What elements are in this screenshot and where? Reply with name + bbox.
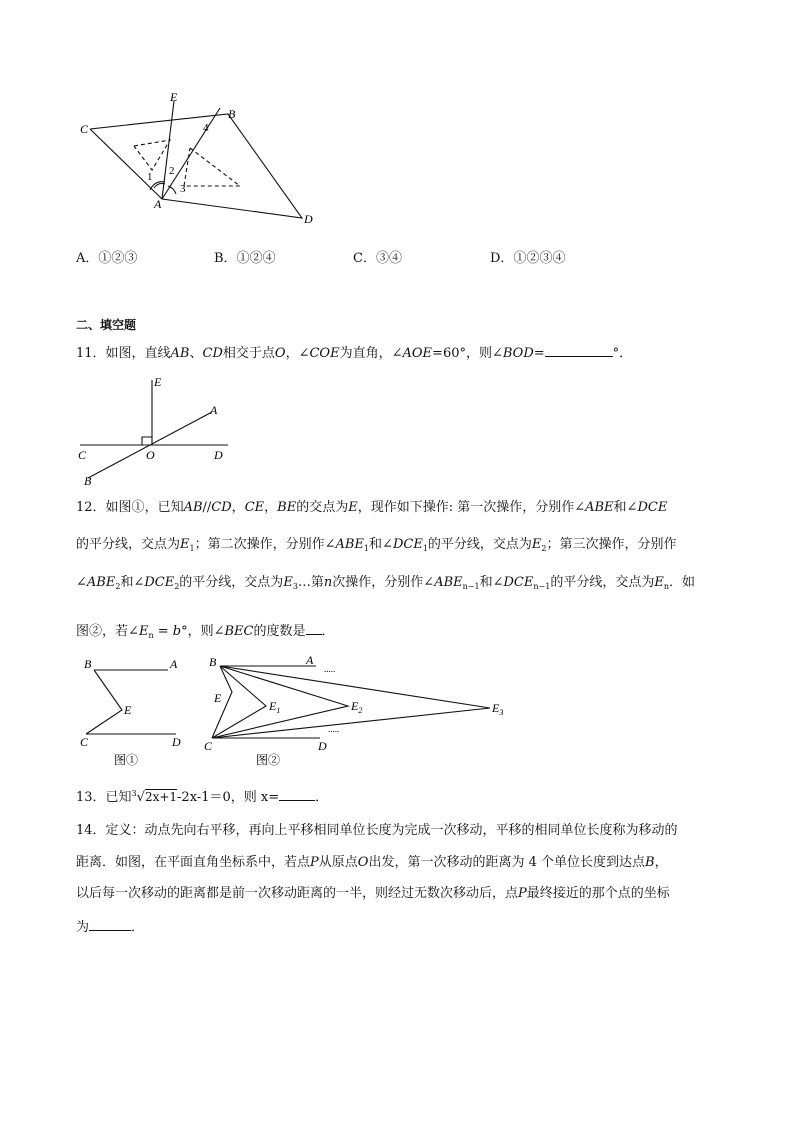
q10-label-3: 3: [180, 183, 186, 195]
q12-f2-dots-bottom: .....: [328, 724, 340, 734]
q10-label-d: D: [304, 212, 313, 226]
q10-dashed-right: [184, 148, 240, 186]
q13-answer-blank[interactable]: [279, 788, 315, 801]
section-heading: 二、填空题: [76, 318, 137, 332]
q14-line4: 为 ．: [76, 920, 145, 935]
q10-figure: [70, 88, 330, 233]
q12-f2-label-e2: $E_2$: [351, 699, 363, 715]
q12-answer-blank[interactable]: [306, 622, 322, 635]
q14-line3: 以后每一次移动的距离都是前一次移动距离的一半，则经过无数次移动后，点P最终接近的那个点的坐标: [76, 886, 670, 901]
q12-line4: 图②，若$\angle E_n = b^\circ$，则∠BEC的度数是 ．: [76, 624, 335, 640]
q11-label-c: C: [78, 448, 87, 462]
q12-line1: 12．如图①，已知AB//CD，CE，BE的交点为E，现作如下操作: 第一次操作，分别作∠ABE和∠DCE: [76, 500, 668, 515]
q12-f1-label-e: E: [124, 703, 132, 717]
q10-option-a: A．①②③: [76, 251, 138, 266]
radical-sign: √: [136, 790, 145, 805]
q10-label-a: A: [154, 197, 162, 211]
q12-f2-label-c: C: [204, 739, 213, 753]
q12-f1-label-a: A: [170, 657, 178, 671]
q12-figure-2: [200, 652, 530, 770]
q11-label-a: A: [210, 403, 218, 417]
q10-label-b: B: [228, 107, 236, 121]
q12-f2-label-e1: $E_1$: [269, 699, 281, 715]
q10-label-1: 1: [147, 171, 153, 183]
q10-outer-quad: [90, 114, 302, 218]
cube-root-symbol: 3: [131, 789, 137, 798]
q12-f2-label-b: B: [209, 655, 217, 669]
q11-label-e: E: [154, 375, 162, 389]
q12-f2-label-d: D: [318, 739, 327, 753]
q10-label-2: 2: [169, 165, 175, 177]
q12-f1-label-c: C: [80, 735, 89, 749]
q11-label-d: D: [214, 448, 223, 462]
q11-label-o: O: [146, 448, 155, 462]
q11-right-angle-mark: [142, 437, 152, 445]
q12-f1-label-d: D: [172, 735, 181, 749]
q10-option-d: D．①②③④: [490, 251, 566, 266]
q10-line-ab: [162, 108, 220, 199]
q10-option-b: B．①②④: [214, 251, 276, 266]
q12-line2: 的平分线，交点为$E_1$；第二次操作，分别作$\angle ABE_1$和$\angle DCE_1$的平分线，交点为$E_2$；第三次操作，分别作: [76, 537, 677, 553]
q12-f2-label-a: A: [306, 653, 314, 667]
q12-line3: $\angle ABE_2$和$\angle DCE_2$的平分线，交点为$E_3\dots$第n次操作，分别作$\angle ABE_{n-1}$和$\angle DCE_{n-1}$的平分线，交点为$E_n$．如: [76, 575, 695, 591]
q14-line2: 距离．如图，在平面直角坐标系中，若点P从原点O出发，第一次移动的距离为 4 个单位长度到达点B，: [76, 855, 668, 870]
q10-dashed-left: [134, 140, 170, 170]
q10-label-e: E: [170, 90, 178, 104]
q10-label-c: C: [80, 122, 89, 136]
q11-figure: [74, 372, 244, 490]
q12-f1-label-b: B: [84, 657, 92, 671]
q12-f2-caption: 图②: [256, 753, 281, 767]
q10-label-4: 4: [203, 122, 209, 134]
q11-text: 11．如图，直线AB、CD相交于点O，∠COE为直角，∠AOE=60°，则∠BOD= °．: [76, 346, 633, 361]
q12-figure-1: [76, 652, 196, 770]
q12-f2-dots-top: .....: [324, 664, 336, 674]
q12-f1-caption: 图①: [114, 753, 139, 767]
q14-answer-blank[interactable]: [89, 918, 131, 931]
q11-label-b: B: [84, 474, 92, 488]
q12-f2-label-e3: $E_3$: [492, 701, 504, 717]
q12-f2-label-e: E: [214, 691, 222, 705]
q13-text: 13．已知$^3$√2x+1-2x-1＝0，则 x= ．: [76, 789, 329, 805]
q11-answer-blank[interactable]: [545, 344, 613, 357]
q10-line-ae: [162, 101, 174, 199]
q14-line1: 14．定义：动点先向右平移，再向上平移相同单位长度为完成一次移动，平移的相同单位长度称为移动的: [76, 823, 678, 838]
q10-option-c: C．③④: [353, 251, 402, 266]
q12-f1-path-bec: [86, 670, 122, 734]
